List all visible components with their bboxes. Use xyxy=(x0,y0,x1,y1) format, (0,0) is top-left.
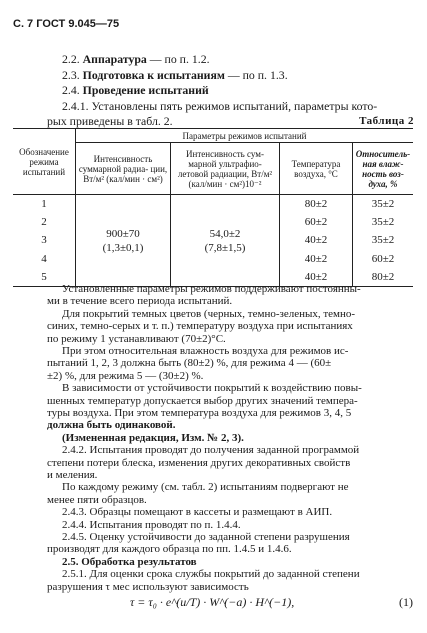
paragraph-line: пытаний 1, 2, 3 должна быть (80±2) %, для режима 4 — (60± xyxy=(47,357,332,370)
paragraph-line: туры воздуха. При этом температура воздуха для режимов 3, 4, 5 xyxy=(47,407,352,419)
humidity-cell: 35±2 xyxy=(353,195,414,213)
humidity-cell: 35±2 xyxy=(353,231,414,250)
paragraph-line: Установленные параметры режимов поддерживают постоянны- xyxy=(62,283,361,295)
section-title: Проведение испытаний xyxy=(82,83,209,97)
col-header-temperature: Температура воздуха, °С xyxy=(280,143,353,195)
section-title: Подготовка к испытаниям xyxy=(82,68,225,82)
temperature-cell: 40±2 xyxy=(280,250,353,269)
uv-radiation-value: 54,0±2 xyxy=(209,227,241,240)
section-number: 2.4. xyxy=(62,83,80,97)
paragraph-line: и меления. xyxy=(47,469,98,481)
mode-cell: 5 xyxy=(13,269,76,287)
paragraph-line: Для покрытий темных цветов (черных, темно-зеленых, темно- xyxy=(62,307,356,320)
formula-number: (1) xyxy=(399,595,413,609)
radiation-cell xyxy=(76,195,171,287)
section-2-3 xyxy=(62,68,288,82)
col-header-uv-radiation: Интенсивность сум- марной ультрафио- летовой радиации, Вт/м² (кал/мин · см²)10⁻² xyxy=(171,143,280,195)
paragraph-line: ми в течение всего периода испытаний. xyxy=(47,295,233,308)
paragraph-line: При этом относительная влажность воздуха для режимов ис- xyxy=(62,345,349,357)
col-header-radiation: Интенсивность суммарной радиа- ции, Вт/м² (кал/мин · см²) xyxy=(76,143,171,195)
paragraph-line: синих, темно-серых и т. п.) температуру воздуха при испытаниях xyxy=(47,320,353,333)
radiation-value: 900±70 xyxy=(106,227,140,240)
col-header-humidity: Относитель- ная влаж- ность воз- духа, % xyxy=(353,143,414,195)
uv-radiation-cell xyxy=(171,195,280,287)
uv-radiation-value-cal: (7,8±1,5) xyxy=(204,241,246,254)
table-caption: Таблица 2 xyxy=(359,115,414,127)
mode-cell: 3 xyxy=(41,234,47,246)
mode-cell: 1 xyxy=(41,197,47,210)
paragraph-line: по режиму 1 устанавливают (70±2)°С. xyxy=(47,332,226,345)
mode-cell: 4 xyxy=(41,253,47,265)
section-text: — по п. 1.2. xyxy=(146,52,210,66)
section-number: 2.3. xyxy=(62,68,80,82)
humidity-cell: 60±2 xyxy=(353,250,414,269)
formula: τ = τ₀ · e^(u/T) · W^(−a) · H^(−1), xyxy=(130,595,295,609)
temperature-cell: 60±2 xyxy=(280,213,353,231)
paragraph-line: 2.4.1. Установлены пять режимов испытаний, параметры кото- xyxy=(62,99,378,113)
paragraph-line: 2.4.5. Оценку устойчивости до заданной степени разрушения xyxy=(62,531,350,543)
paragraph-line: шенных температур допускается выбор других значений темпера- xyxy=(47,394,358,407)
section-2-5: 2.5. Обработка результатов xyxy=(62,555,197,568)
page-header: С. 7 ГОСТ 9.045—75 xyxy=(13,18,120,30)
col-header-mode: Обозначение режима испытаний xyxy=(13,129,76,195)
section-title: Аппаратура xyxy=(82,52,147,66)
paragraph-line: степени потери блеска, изменения других декоративных свойств xyxy=(47,456,351,469)
temperature-cell: 40±2 xyxy=(280,231,353,250)
paragraph-line: разрушения τ мес используют зависимость xyxy=(47,580,249,593)
radiation-value-cal: (1,3±0,1) xyxy=(102,241,144,254)
paragraph-line: 2.4.3. Образцы помещают в кассеты и размещают в АИП. xyxy=(62,506,333,519)
temperature-cell: 40±2 xyxy=(280,269,353,287)
paragraph-line: По каждому режиму (см. табл. 2) испытаниям подвергают не xyxy=(62,481,349,494)
paragraph-line: 2.4.2. Испытания проводят до получения заданной программой xyxy=(62,444,360,457)
modes-table xyxy=(13,128,413,287)
temperature-cell: 80±2 xyxy=(280,195,353,213)
amendment-note: (Измененная редакция, Изм. № 2, 3). xyxy=(62,431,244,444)
paragraph-line: 2.4.4. Испытания проводят по п. 1.4.4. xyxy=(62,518,241,531)
paragraph-line: 2.5.1. Для оценки срока службы покрытий до заданной степени xyxy=(62,568,360,581)
section-2-2 xyxy=(62,52,210,66)
paragraph-line: менее пяти образцов. xyxy=(47,493,147,506)
section-text: — по п. 1.3. xyxy=(224,68,288,82)
col-header-group: Параметры режимов испытаний xyxy=(76,129,414,143)
paragraph-line: производят для каждого образца по пп. 1.4.5 и 1.4.6. xyxy=(47,543,292,556)
section-number: 2.2. xyxy=(62,52,80,66)
paragraph-line: ±2) %, для режима 5 — (30±2) %. xyxy=(47,369,204,382)
paragraph-line: должна быть одинаковой. xyxy=(47,419,176,432)
humidity-cell: 80±2 xyxy=(353,269,414,287)
mode-cell: 2 xyxy=(41,215,47,228)
paragraph-line: рых приведены в табл. 2. xyxy=(47,114,173,128)
paragraph-line: В зависимости от устойчивости покрытий к воздействию повы- xyxy=(62,382,362,395)
humidity-cell: 35±2 xyxy=(353,213,414,231)
table-row xyxy=(13,195,413,213)
section-2-4 xyxy=(62,83,209,97)
